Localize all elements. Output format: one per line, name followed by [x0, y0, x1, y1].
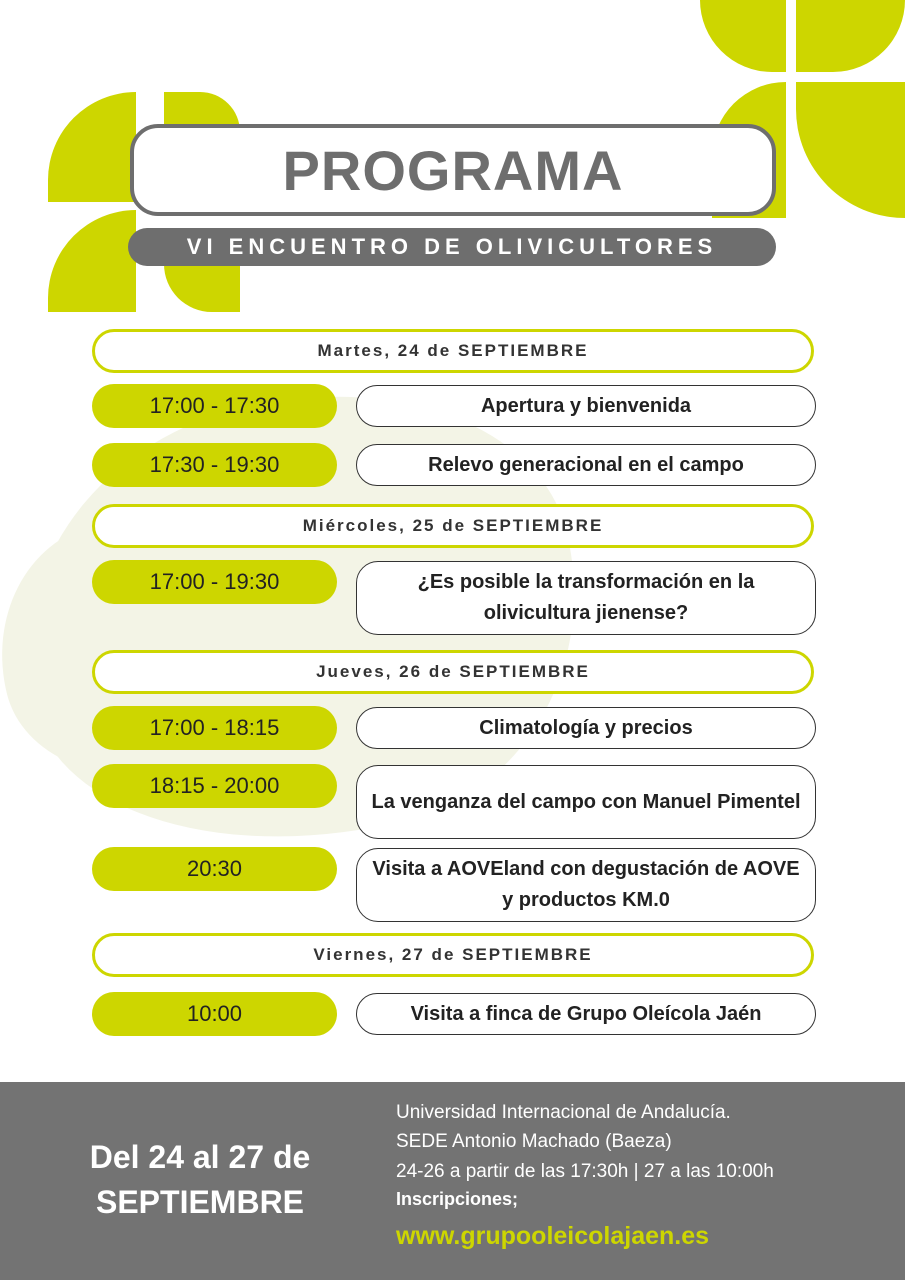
event-dates-line2: SEPTIEMBRE — [95, 1183, 305, 1220]
leaf-shape-left-top-a — [48, 92, 136, 202]
leaf-shape-right-top-b — [796, 0, 905, 72]
day-header-jueves: Jueves, 26 de SEPTIEMBRE — [92, 650, 814, 694]
session-title: Visita a finca de Grupo Oleícola Jaén — [356, 993, 816, 1035]
session-time: 17:00 - 18:15 — [92, 706, 337, 750]
page-title: PROGRAMA — [282, 138, 624, 202]
registration-label: Inscripciones; — [396, 1189, 519, 1210]
leaf-shape-right-bottom-b — [796, 82, 905, 218]
session-time: 17:00 - 17:30 — [92, 384, 337, 428]
session-title: La venganza del campo con Manuel Pimentel — [356, 765, 816, 839]
subtitle-bar — [128, 228, 776, 266]
day-header-viernes: Viernes, 27 de SEPTIEMBRE — [92, 933, 814, 977]
page-subtitle: VI ENCUENTRO DE OLIVICULTORES — [186, 234, 718, 259]
session-title: Apertura y bienvenida — [356, 385, 816, 427]
leaf-shape-left-bottom-b — [164, 264, 240, 312]
day-header-martes: Martes, 24 de SEPTIEMBRE — [92, 329, 814, 373]
session-time: 17:30 - 19:30 — [92, 443, 337, 487]
session-title: Climatología y precios — [356, 707, 816, 749]
event-dates — [60, 1135, 340, 1225]
leaf-shape-left-bottom-a — [48, 210, 136, 312]
day-header-miercoles: Miércoles, 25 de SEPTIEMBRE — [92, 504, 814, 548]
session-title: ¿Es posible la transformación en la olivicultura jienense? — [356, 561, 816, 635]
title-box — [130, 124, 776, 216]
session-time: 20:30 — [92, 847, 337, 891]
session-time: 17:00 - 19:30 — [92, 560, 337, 604]
website-link[interactable]: www.grupooleicolajaen.es — [396, 1222, 710, 1250]
venue-line2: SEDE Antonio Machado (Baeza) — [396, 1131, 672, 1153]
session-title: Relevo generacional en el campo — [356, 444, 816, 486]
event-dates-line1: Del 24 al 27 de — [89, 1139, 311, 1175]
session-time: 10:00 — [92, 992, 337, 1036]
session-time: 18:15 - 20:00 — [92, 764, 337, 808]
event-hours: 24-26 a partir de las 17:30h | 27 a las 10:00h — [396, 1160, 774, 1182]
leaf-shape-right-top-a — [700, 0, 786, 72]
venue-line1: Universidad Internacional de Andalucía. — [396, 1102, 731, 1123]
session-title: Visita a AOVEland con degustación de AOVE y productos KM.0 — [356, 848, 816, 922]
venue-info — [396, 1098, 774, 1214]
